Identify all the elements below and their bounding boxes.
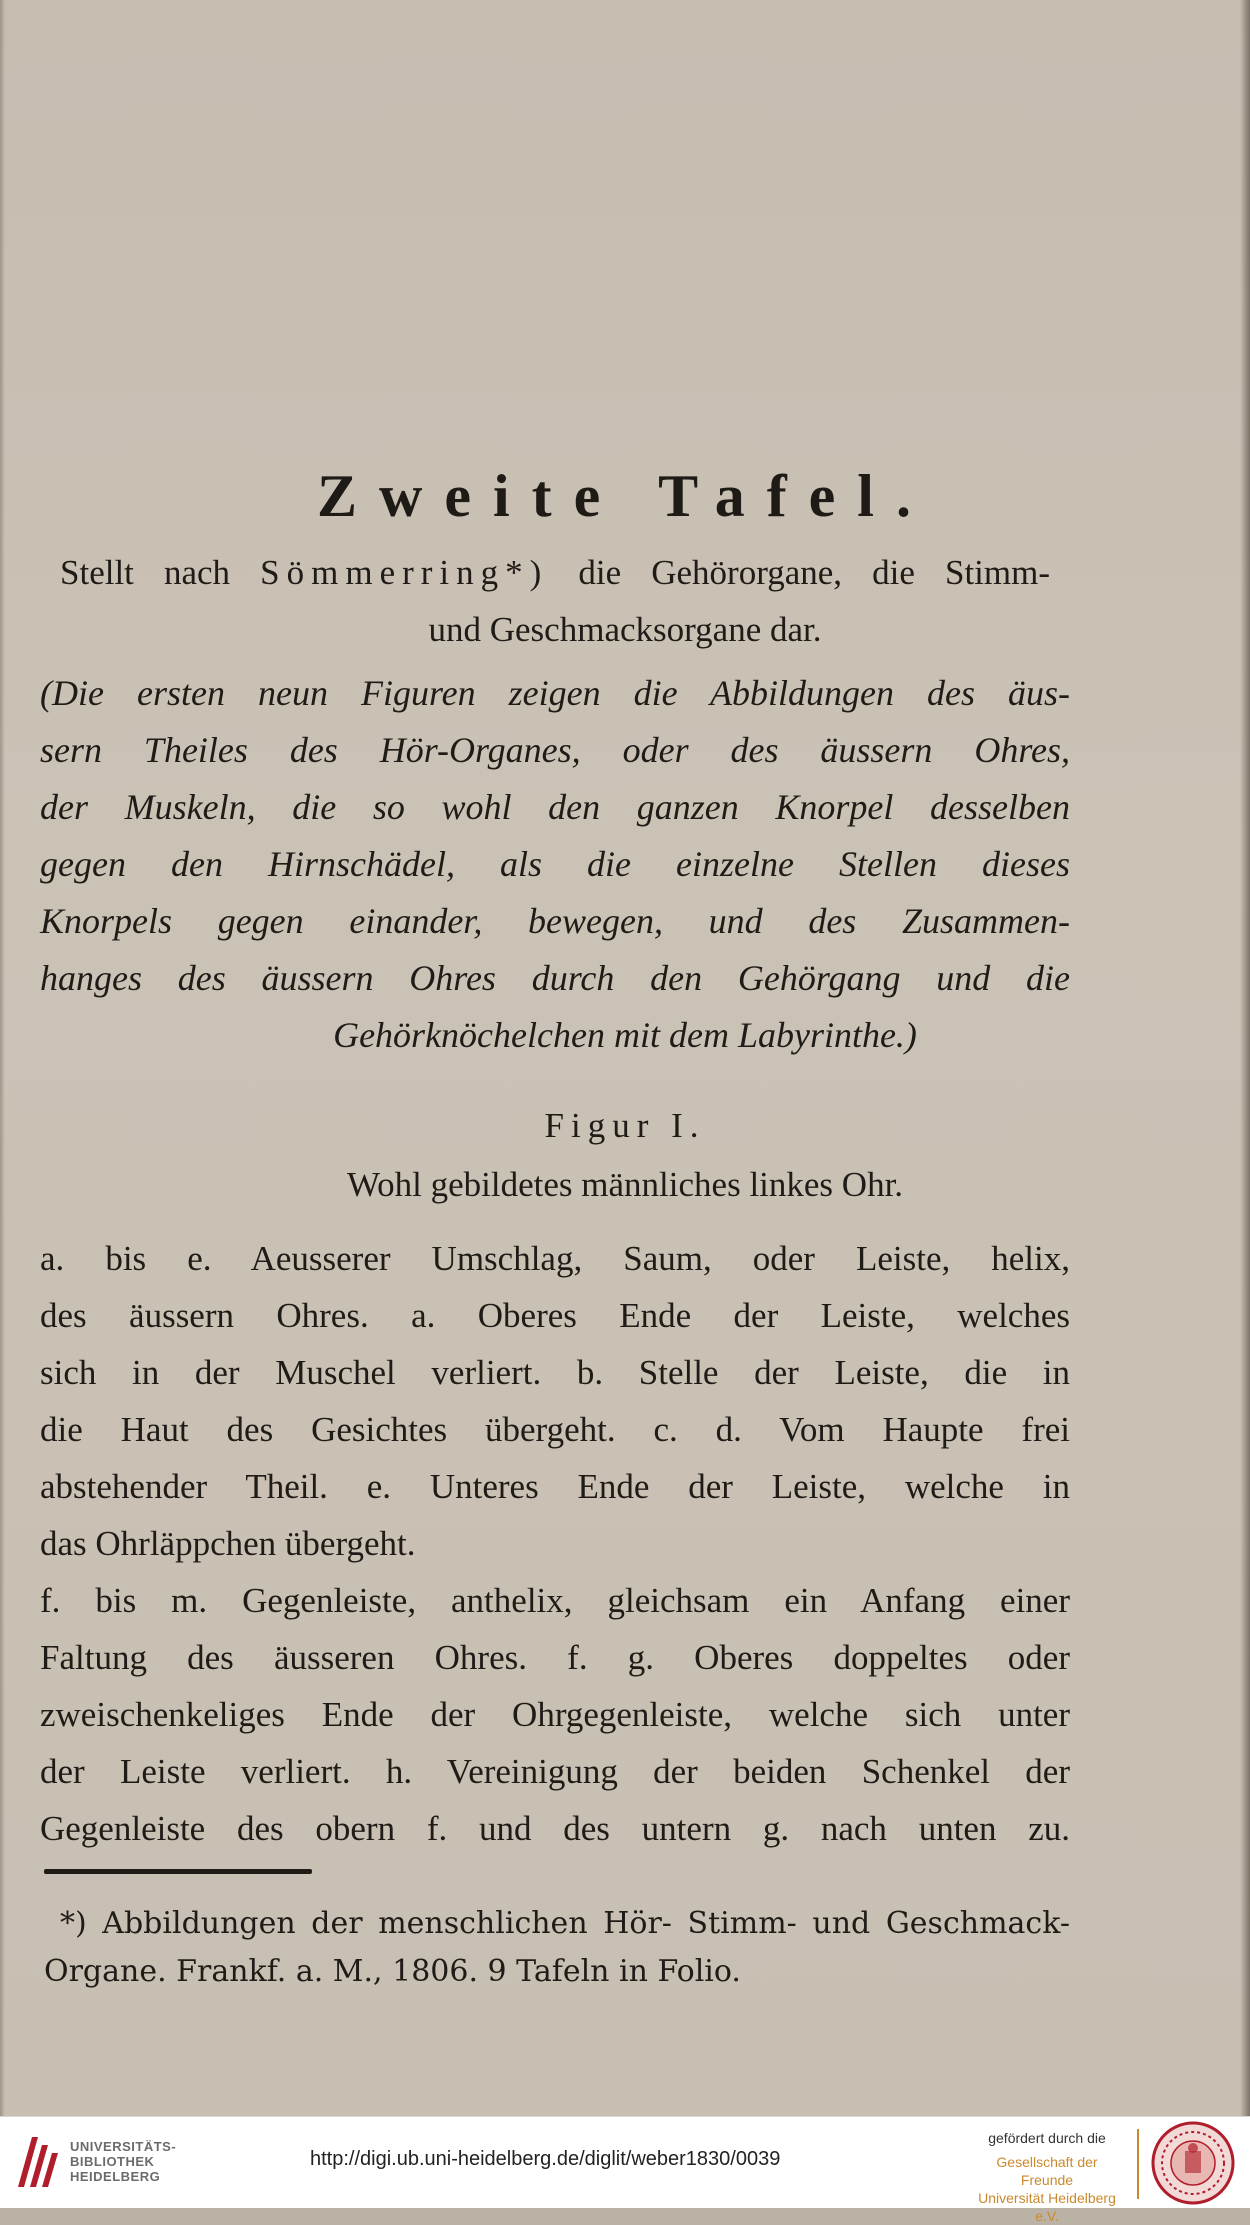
university-library-logo-icon [12,2131,60,2191]
body-line-10: der Leiste verliert. h. Vereinigung der beiden Schenkel der [40,1752,1070,1791]
library-name-line-1: UNIVERSITÄTS- [70,2139,177,2154]
author-name: Sömmerring*) [260,553,549,592]
intro-line-7: Gehörknöchelchen mit dem Labyrinthe.) [333,1015,917,1055]
library-name-line-3: HEIDELBERG [70,2169,161,2184]
page-title: Zweite Tafel. [317,463,933,529]
sponsor-prefix: gefördert durch die [988,2130,1106,2146]
intro-line-6: hanges des äussern Ohres durch den Gehörgang und die [40,958,1070,998]
sponsor-line-2: Universität Heidelberg e.V. [978,2190,1116,2224]
body-line-7: f. bis m. Gegenleiste, anthelix, gleichsam ein Anfang einer [40,1581,1070,1620]
body-line-1: a. bis e. Aeusserer Umschlag, Saum, oder Leiste, helix, [40,1239,1070,1278]
footnote-line-1: *) Abbildungen der menschlichen Hör- Stimm- und Geschmack- [60,1906,1070,1941]
intro-line-4: gegen den Hirnschädel, als die einzelne Stellen dieses [40,844,1070,884]
footnote-line-2: Organe. Frankf. a. M., 1806. 9 Tafeln in Folio. [44,1954,741,1989]
subtitle-line-1 [60,553,1050,593]
page-left-shadow [0,0,5,2116]
permalink-url[interactable]: http://digi.ub.uni-heidelberg.de/diglit/weber1830/0039 [310,2148,781,2170]
footnote-divider [44,1869,312,1874]
sponsor-line-1: Gesellschaft der Freunde [996,2154,1098,2188]
body-line-11: Gegenleiste des obern f. und des untern g. nach unten zu. [40,1809,1070,1848]
figure-heading: Figur I. [544,1106,706,1145]
subtitle-line-2: und Geschmacksorgane dar. [428,610,822,649]
library-name-line-2: BIBLIOTHEK [70,2154,155,2169]
body-line-2: des äussern Ohres. a. Oberes Ende der Leiste, welches [40,1296,1070,1335]
university-seal-icon [1151,2121,1235,2205]
figure-caption: Wohl gebildetes männliches linkes Ohr. [346,1165,904,1204]
sponsor-block [972,2129,1122,2225]
intro-line-5: Knorpels gegen einander, bewegen, und des Zusammen- [40,901,1070,941]
body-line-3: sich in der Muschel verliert. b. Stelle der Leiste, die in [40,1353,1070,1392]
body-line-8: Faltung des äusseren Ohres. f. g. Oberes doppeltes oder [40,1638,1070,1677]
intro-line-2: sern Theiles des Hör-Organes, oder des äussern Ohres, [40,730,1070,770]
subtitle-tail: die Gehörorgane, die Stimm- [578,553,1051,592]
viewer-footer [0,2116,1250,2224]
body-line-5: abstehender Theil. e. Unteres Ende der Leiste, welche in [40,1467,1070,1506]
intro-line-1: (Die ersten neun Figuren zeigen die Abbildungen des äus- [40,673,1070,713]
body-line-4: die Haut des Gesichtes übergeht. c. d. Vom Haupte frei [40,1410,1070,1449]
footer-divider [1137,2129,1139,2199]
subtitle-lead: Stellt nach [60,553,231,592]
intro-line-3: der Muskeln, die so wohl den ganzen Knorpel desselben [40,787,1070,827]
body-line-6: das Ohrläppchen übergeht. [40,1524,416,1563]
page-right-shadow [1240,0,1250,2116]
library-name [70,2139,176,2184]
body-line-9: zweischenkeliges Ende der Ohrgegenleiste, welche sich unter [40,1695,1070,1734]
